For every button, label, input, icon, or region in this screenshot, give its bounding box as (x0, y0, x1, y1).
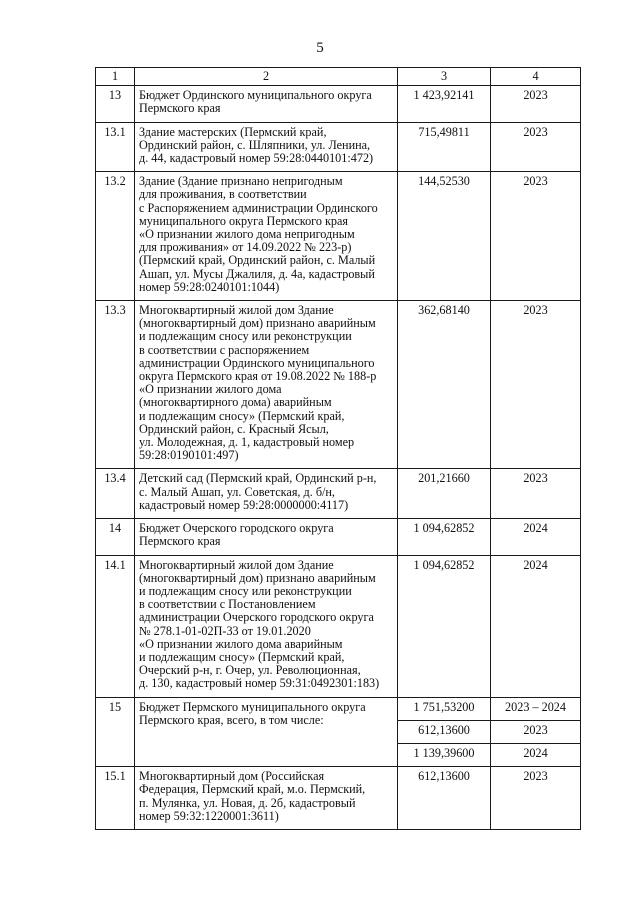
row-description: Многоквартирный жилой дом Здание (многоквартирный дом) признано аварийным и подлежащим сносу или реконструкции в соответствии с распоряжением администрации Ординского муниципального округа Пермского края от 19.08.2022 № 188-р «О признании жилого дома (многоквартирного дома) аварийным и подлежащим сносу» (Пермский край, Ординский район, с. Красный Ясыл, ул. Молодежная, д. 1, кадастровый номер 59:28:0190101:497) (135, 301, 398, 469)
row-number: 13.4 (96, 469, 135, 519)
row-year: 2023 – 2024 (491, 697, 581, 720)
row-amount: 362,68140 (398, 301, 491, 469)
row-amount: 612,13600 (398, 767, 491, 830)
row-number: 13 (96, 86, 135, 122)
table-row (96, 469, 581, 519)
table-row (96, 172, 581, 301)
row-amount: 201,21660 (398, 469, 491, 519)
row-description: Бюджет Очерского городского округа Пермского края (135, 519, 398, 555)
page-number: 5 (316, 40, 324, 56)
table-row (96, 767, 581, 830)
row-amount: 715,49811 (398, 122, 491, 172)
row-amount: 1 094,62852 (398, 555, 491, 697)
row-description: Многоквартирный жилой дом Здание (многоквартирный дом) признано аварийным и подлежащим сносу или реконструкции в соответствии с Постановлением администрации Очерского городского округа № 278.1-01-02П-33 от 19.01.2020 «О признании жилого дома аварийным и подлежащим сносу» (Пермский край, Очерский р-н, г. Очер, ул. Революционная, д. 130, кадастровый номер 59:31:0492301:183) (135, 555, 398, 697)
row-amount: 144,52530 (398, 172, 491, 301)
row-year: 2023 (491, 720, 581, 743)
table-row (96, 122, 581, 172)
row-year: 2024 (491, 555, 581, 697)
row-number: 14.1 (96, 555, 135, 697)
row-number: 15.1 (96, 767, 135, 830)
row-description: Бюджет Ординского муниципального округа Пермского края (135, 86, 398, 122)
row-number: 13.2 (96, 172, 135, 301)
header-cell: 3 (398, 68, 491, 86)
header-cell: 2 (135, 68, 398, 86)
row-number: 14 (96, 519, 135, 555)
row-year: 2024 (491, 743, 581, 766)
table-row (96, 301, 581, 469)
header-cell: 1 (96, 68, 135, 86)
row-amount: 1 139,39600 (398, 743, 491, 766)
row-year: 2023 (491, 86, 581, 122)
row-year: 2024 (491, 519, 581, 555)
row-year: 2023 (491, 172, 581, 301)
row-amount: 1 423,92141 (398, 86, 491, 122)
row-number: 13.3 (96, 301, 135, 469)
table-header-row (96, 68, 581, 86)
row-year: 2023 (491, 469, 581, 519)
row-description: Здание (Здание признано непригодным для проживания, в соответствии с Распоряжением администрации Ординского муниципального округа Пермского края «О признании жилого дома непригодным для проживания» от 14.09.2022 № 223-р) (Пермский край, Ординский район, с. Малый Ашап, ул. Мусы Джалиля, д. 4а, кадастровый номер 59:28:0240101:1044) (135, 172, 398, 301)
table-row (96, 86, 581, 122)
table-row (96, 519, 581, 555)
row-year: 2023 (491, 122, 581, 172)
row-year: 2023 (491, 301, 581, 469)
row-amount: 1 751,53200 (398, 697, 491, 720)
table-row (96, 697, 581, 720)
row-number: 15 (96, 697, 135, 767)
row-year: 2023 (491, 767, 581, 830)
row-amount: 1 094,62852 (398, 519, 491, 555)
row-amount: 612,13600 (398, 720, 491, 743)
row-description: Бюджет Пермского муниципального округа Пермского края, всего, в том числе: (135, 697, 398, 767)
table-row (96, 555, 581, 697)
header-cell: 4 (491, 68, 581, 86)
row-description: Детский сад (Пермский край, Ординский р-н, с. Малый Ашап, ул. Советская, д. б/н, кадастровый номер 59:28:0000000:4117) (135, 469, 398, 519)
document-table (95, 67, 581, 830)
row-description: Здание мастерских (Пермский край, Ординский район, с. Шляпники, ул. Ленина, д. 44, кадастровый номер 59:28:0440101:472) (135, 122, 398, 172)
row-description: Многоквартирный дом (Российская Федерация, Пермский край, м.о. Пермский, п. Мулянка, ул. Новая, д. 2б, кадастровый номер 59:32:1220001:3611) (135, 767, 398, 830)
row-number: 13.1 (96, 122, 135, 172)
